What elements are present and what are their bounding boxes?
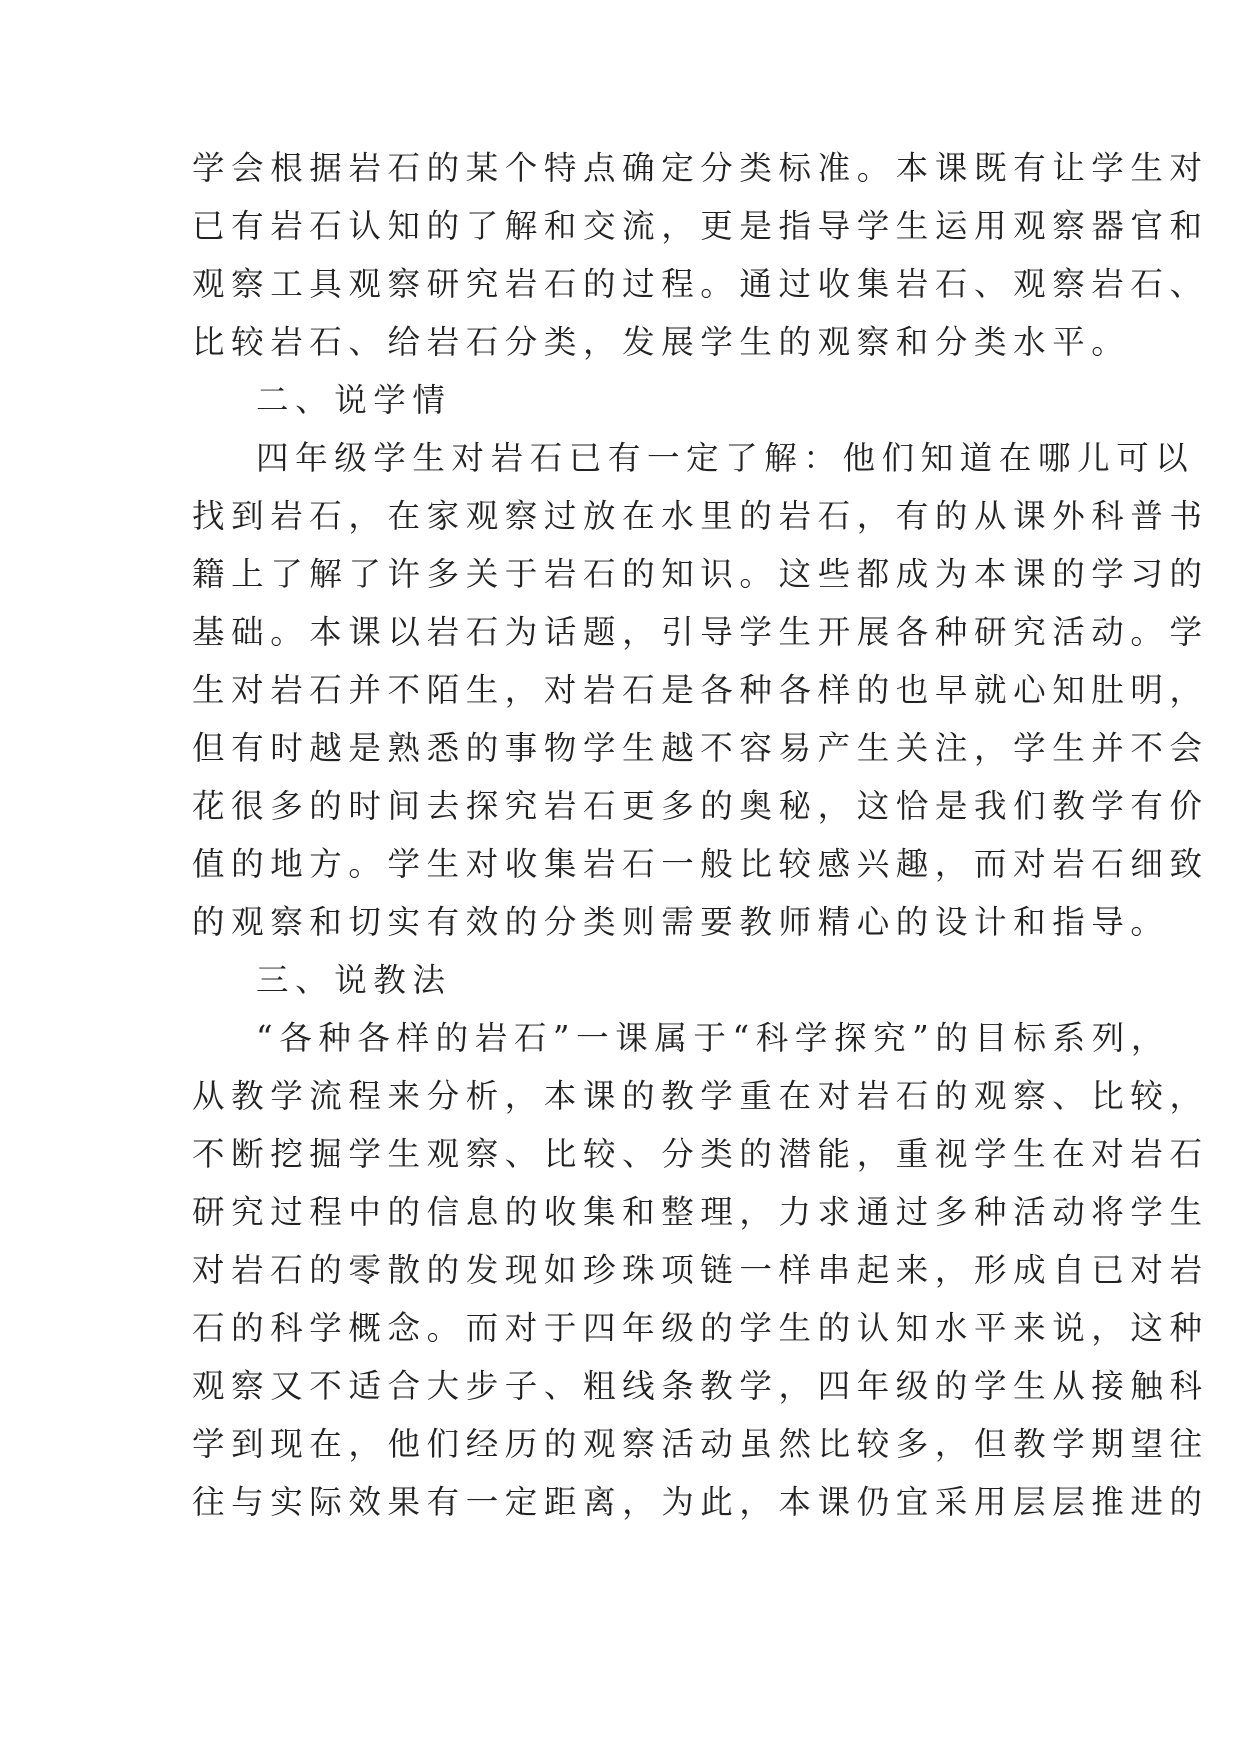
section-heading: 三、说教法 <box>256 961 452 999</box>
text-line: 对岩石的零散的发现如珍珠项链一样串起来，形成自已对岩 <box>192 1251 1209 1289</box>
text-line: 不断挖掘学生观察、比较、分类的潜能，重视学生在对岩石 <box>192 1135 1209 1173</box>
text-line: 值的地方。学生对收集岩石一般比较感兴趣，而对岩石细致 <box>192 845 1209 883</box>
text-line: 从教学流程来分析，本课的教学重在对岩石的观察、比较， <box>192 1077 1209 1115</box>
text-line: 的观察和切实有效的分类则需要教师精心的设计和指导。 <box>192 903 1170 941</box>
text-line: “各种各样的岩石”一课属于“科学探究”的目标系列， <box>256 1019 1170 1057</box>
text-line: 四年级学生对岩石已有一定了解：他们知道在哪儿可以 <box>256 439 1195 477</box>
text-line: 学到现在，他们经历的观察活动虽然比较多，但教学期望往 <box>192 1425 1209 1463</box>
text-line: 观察又不适合大步子、粗线条教学，四年级的学生从接触科 <box>192 1367 1209 1405</box>
text-line: 学会根据岩石的某个特点确定分类标准。本课既有让学生对 <box>192 149 1209 187</box>
text-line: 找到岩石，在家观察过放在水里的岩石，有的从课外科普书 <box>192 497 1209 535</box>
section-heading: 二、说学情 <box>256 381 452 419</box>
text-line: 比较岩石、给岩石分类，发展学生的观察和分类水平。 <box>192 323 1131 361</box>
text-line: 石的科学概念。而对于四年级的学生的认知水平来说，这种 <box>192 1309 1209 1347</box>
text-line: 生对岩石并不陌生，对岩石是各种各样的也早就心知肚明， <box>192 671 1209 709</box>
text-line: 籍上了解了许多关于岩石的知识。这些都成为本课的学习的 <box>192 555 1209 593</box>
text-line: 观察工具观察研究岩石的过程。通过收集岩石、观察岩石、 <box>192 265 1209 303</box>
text-line: 已有岩石认知的了解和交流，更是指导学生运用观察器官和 <box>192 207 1209 245</box>
text-line: 花很多的时间去探究岩石更多的奥秘，这恰是我们教学有价 <box>192 787 1209 825</box>
text-line: 往与实际效果有一定距离，为此，本课仍宜采用层层推进的 <box>192 1483 1209 1521</box>
text-line: 基础。本课以岩石为话题，引导学生开展各种研究活动。学 <box>192 613 1209 651</box>
text-line: 但有时越是熟悉的事物学生越不容易产生关注，学生并不会 <box>192 729 1209 767</box>
text-line: 研究过程中的信息的收集和整理，力求通过多种活动将学生 <box>192 1193 1209 1231</box>
